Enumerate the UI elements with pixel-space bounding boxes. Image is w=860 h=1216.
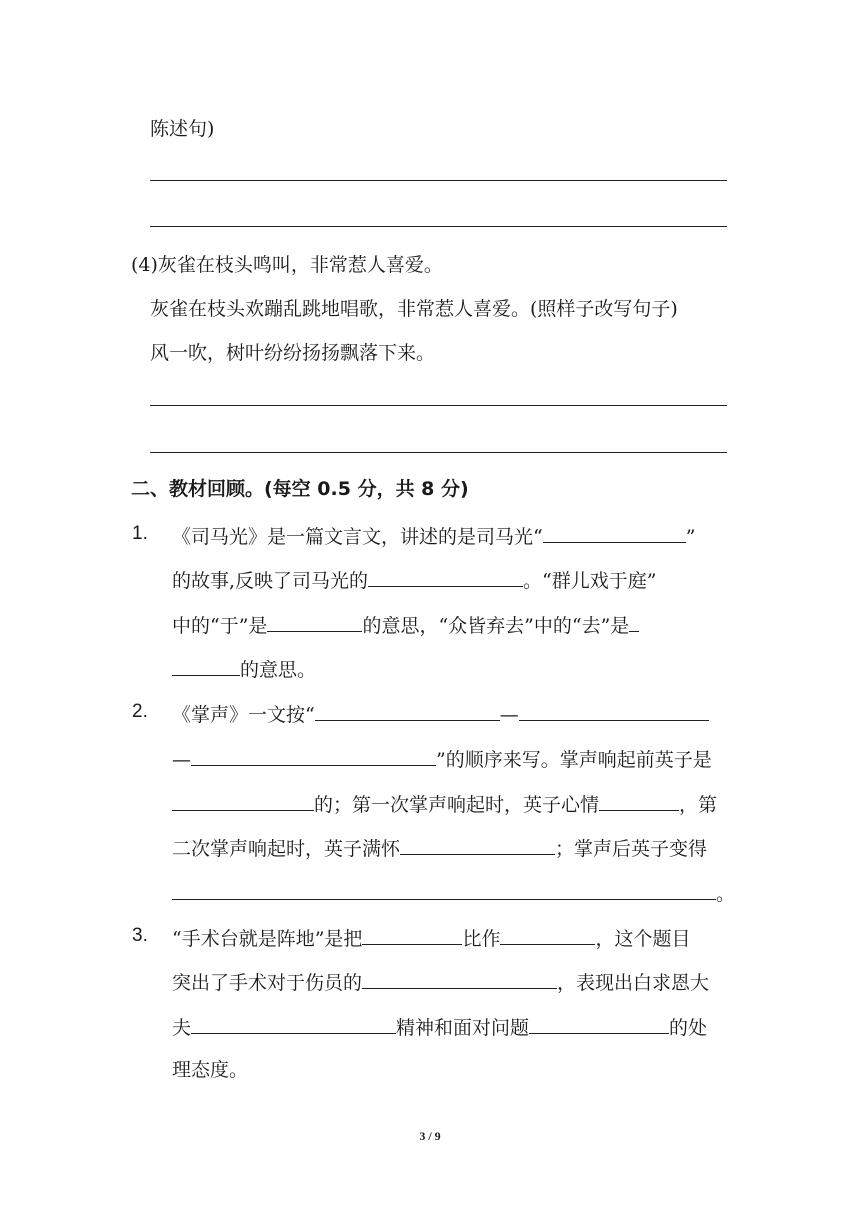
question-number: 2. xyxy=(132,701,148,722)
question-text: 的故事,反映了司马光的 xyxy=(172,570,369,592)
fill-blank[interactable] xyxy=(362,924,462,945)
question-text: ” xyxy=(685,526,696,548)
question-text: ，这个题目 xyxy=(595,928,691,950)
fill-blank[interactable] xyxy=(629,611,639,632)
fill-blank[interactable] xyxy=(368,566,523,587)
question-text: — xyxy=(172,749,191,771)
question-text: ，第 xyxy=(679,794,718,816)
question-text: ；掌声后英子变得 xyxy=(555,838,708,860)
question-text: ”的顺序来写。掌声响起前英子是 xyxy=(436,749,712,771)
fill-blank[interactable] xyxy=(599,790,679,811)
question-text: 。“群儿戏于庭” xyxy=(523,570,657,592)
question-text: 的；第一次掌声响起时，英子心情 xyxy=(314,794,600,816)
question-text: 突出了手术对于伤员的 xyxy=(172,972,363,994)
answer-line xyxy=(150,452,727,453)
fill-blank[interactable] xyxy=(191,745,436,766)
question-1-line-3 xyxy=(172,611,639,638)
q4-target: 风一吹，树叶纷纷扬扬飘落下来。 xyxy=(150,342,436,364)
question-number: 3. xyxy=(132,925,148,946)
answer-line xyxy=(150,405,727,406)
question-text: 理态度。 xyxy=(172,1059,249,1081)
question-2-line-4 xyxy=(172,834,707,861)
question-2-line-1 xyxy=(172,700,709,727)
fill-blank[interactable] xyxy=(191,1013,396,1034)
fill-blank[interactable] xyxy=(172,790,314,811)
fill-blank[interactable] xyxy=(543,522,686,543)
question-text: 精神和面对问题 xyxy=(396,1017,530,1039)
question-text: 的处 xyxy=(669,1017,708,1039)
fill-blank[interactable] xyxy=(500,924,595,945)
q3-tail-text: 陈述句) xyxy=(150,118,215,140)
fill-blank[interactable] xyxy=(400,834,555,855)
question-text: ，表现出白求恩大 xyxy=(557,972,710,994)
section-title: 二、教材回顾。(每空 0.5 分，共 8 分) xyxy=(131,478,469,500)
question-3-line-1 xyxy=(172,924,690,951)
question-text: 比作 xyxy=(462,928,501,950)
question-text: 《掌声》一文按“ xyxy=(172,704,315,726)
fill-blank[interactable] xyxy=(362,968,557,989)
question-text: 的意思。 xyxy=(240,659,317,681)
question-text: 二次掌声响起时，英子满怀 xyxy=(172,838,401,860)
question-text: 中的“于”是 xyxy=(172,615,268,637)
answer-line xyxy=(150,180,727,181)
fill-blank[interactable] xyxy=(315,700,500,721)
question-text: “手术台就是阵地”是把 xyxy=(172,928,363,950)
question-text: 的意思，“众皆弃去”中的“去”是 xyxy=(362,615,630,637)
question-number: 1. xyxy=(132,523,148,544)
question-1-line-2 xyxy=(172,566,656,593)
question-1-line-4 xyxy=(172,655,316,682)
q4-example: 灰雀在枝头欢蹦乱跳地唱歌，非常惹人喜爱。(照样子改写句子) xyxy=(150,298,678,320)
fill-blank[interactable] xyxy=(529,1013,669,1034)
question-2-line-5 xyxy=(172,879,735,906)
question-text: — xyxy=(499,704,519,726)
question-text: 《司马光》是一篇文言文，讲述的是司马光“ xyxy=(172,526,543,548)
question-1-line-1 xyxy=(172,522,695,549)
fill-blank[interactable] xyxy=(519,700,709,721)
question-2-line-2 xyxy=(172,745,712,772)
answer-line xyxy=(150,226,727,227)
fill-blank[interactable] xyxy=(172,655,240,676)
question-text: 。 xyxy=(716,883,736,905)
q4-prompt: (4)灰雀在枝头鸣叫，非常惹人喜爱。 xyxy=(131,254,443,276)
question-3-line-2 xyxy=(172,968,709,995)
fill-blank[interactable] xyxy=(267,611,362,632)
question-3-line-4 xyxy=(172,1058,248,1082)
page-number: 3 / 9 xyxy=(419,1129,441,1143)
question-3-line-3 xyxy=(172,1013,707,1040)
fill-blank[interactable] xyxy=(172,879,716,900)
question-text: 夫 xyxy=(172,1017,192,1039)
question-2-line-3 xyxy=(172,790,717,817)
